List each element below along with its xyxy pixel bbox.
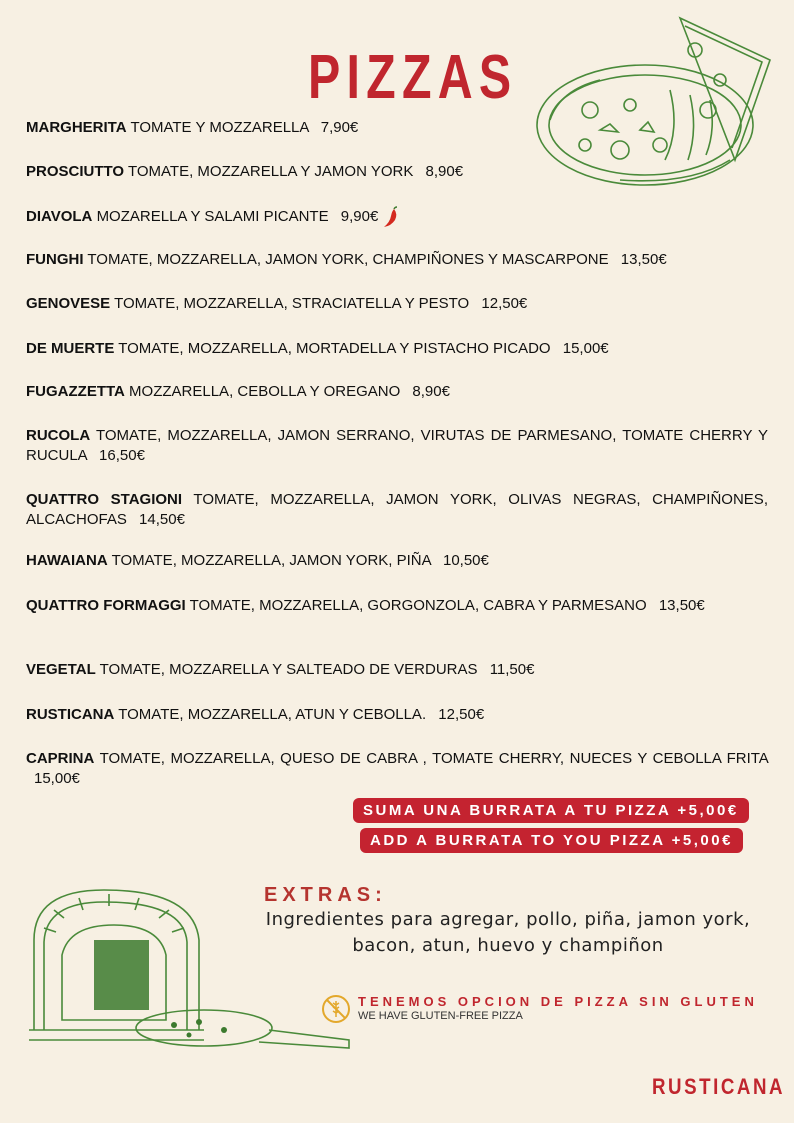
chili-pepper-icon — [382, 206, 400, 228]
pizza-description: TOMATE, MOZZARELLA Y SALTEADO DE VERDURAS — [99, 661, 478, 678]
pizza-description: TOMATE, MOZZARELLA, JAMON SERRANO, VIRUTAS DE PARMESANO, TOMATE CHERRY Y RUCULA — [26, 427, 768, 464]
pizza-name: PROSCIUTTO — [26, 163, 125, 180]
brand-name: RUSTICANA — [652, 1074, 786, 1099]
pizza-description: TOMATE, MOZZARELLA, JAMON YORK, OLIVAS NEGRAS, CHAMPIÑONES, ALCACHOFAS — [26, 491, 768, 528]
menu-item — [26, 705, 768, 725]
pizza-description: TOMATE, MOZZARELLA, QUESO DE CABRA , TOMATE CHERRY, NUECES Y CEBOLLA FRITA — [99, 750, 768, 767]
extras-text: Ingredientes para agregar, pollo, piña, jamon york, bacon, atun, huevo y champiñon — [265, 909, 751, 956]
pizza-price: 13,50€ — [658, 597, 705, 614]
menu-item — [26, 162, 768, 182]
pizza-name: FUNGHI — [26, 251, 84, 268]
menu-item — [26, 206, 768, 228]
pizza-description: MOZZARELLA, CEBOLLA Y OREGANO — [129, 383, 401, 400]
pizza-price: 7,90€ — [320, 119, 359, 136]
pizza-description: MOZARELLA Y SALAMI PICANTE — [96, 207, 329, 225]
pizza-name: GENOVESE — [26, 295, 111, 312]
menu-item — [26, 294, 768, 314]
pizza-description: TOMATE, MOZZARELLA Y JAMON YORK — [127, 163, 414, 180]
pizza-name: RUSTICANA — [26, 706, 115, 723]
pizza-price: 16,50€ — [99, 447, 145, 464]
menu-title: PIZZAS — [308, 43, 518, 112]
gluten-free-subtitle: WE HAVE GLUTEN-FREE PIZZA — [358, 1010, 523, 1022]
menu-item — [26, 490, 768, 530]
pizza-price: 12,50€ — [438, 706, 485, 723]
gluten-free-icon — [321, 994, 351, 1024]
pizza-description: TOMATE, MOZZARELLA, GORGONZOLA, CABRA Y PARMESANO — [189, 597, 647, 614]
pizza-description: TOMATE, MOZZARELLA, ATUN Y CEBOLLA. — [118, 706, 427, 723]
pizza-name: HAWAIANA — [26, 552, 108, 569]
pizza-description: TOMATE, MOZZARELLA, JAMON YORK, CHAMPIÑONES Y MASCARPONE — [87, 251, 609, 268]
pizza-price: 12,50€ — [481, 295, 528, 312]
pizza-price: 8,90€ — [412, 383, 450, 400]
menu-item — [26, 382, 768, 402]
pizza-name: MARGHERITA — [26, 119, 127, 136]
pizza-price: 15,00€ — [34, 770, 80, 787]
pizza-name: DIAVOLA — [26, 207, 93, 225]
pizza-name: DE MUERTE — [26, 340, 115, 357]
pizza-name: QUATTRO FORMAGGI — [26, 597, 186, 614]
menu-item — [26, 339, 768, 359]
pizza-name: QUATTRO STAGIONI — [26, 491, 183, 508]
pizza-description: TOMATE, MOZZARELLA, MORTADELLA Y PISTACHO PICADO — [118, 340, 551, 357]
pizza-price: 10,50€ — [442, 552, 489, 569]
extras-title: EXTRAS: — [264, 884, 387, 906]
menu-item — [26, 118, 768, 138]
pizza-description: TOMATE, MOZZARELLA, STRACIATELLA Y PESTO — [114, 295, 470, 312]
menu-item — [26, 250, 768, 270]
burrata-banner-es: SUMA UNA BURRATA A TU PIZZA +5,00€ — [353, 798, 749, 823]
gluten-free-title: TENEMOS OPCION DE PIZZA SIN GLUTEN — [358, 994, 758, 1009]
pizza-name: FUGAZZETTA — [26, 383, 125, 400]
pizza-price: 14,50€ — [139, 511, 185, 528]
pizza-description: TOMATE Y MOZZARELLA — [130, 119, 309, 136]
menu-item — [26, 551, 768, 571]
pizza-description: TOMATE, MOZZARELLA, JAMON YORK, PIÑA — [111, 552, 431, 569]
menu-item — [26, 426, 768, 466]
pizza-price: 15,00€ — [562, 340, 609, 357]
pizza-price: 9,90€ — [340, 207, 379, 225]
pizza-name: RUCOLA — [26, 427, 91, 444]
pizza-name: VEGETAL — [26, 661, 96, 678]
menu-item — [26, 596, 768, 616]
pizza-price: 8,90€ — [425, 163, 464, 180]
burrata-banner-en: ADD A BURRATA TO YOU PIZZA +5,00€ — [360, 828, 743, 853]
pizza-name: CAPRINA — [26, 750, 95, 767]
pizza-price: 11,50€ — [489, 661, 535, 678]
menu-item — [26, 749, 768, 789]
menu-item — [26, 660, 768, 680]
pizza-price: 13,50€ — [620, 251, 667, 268]
